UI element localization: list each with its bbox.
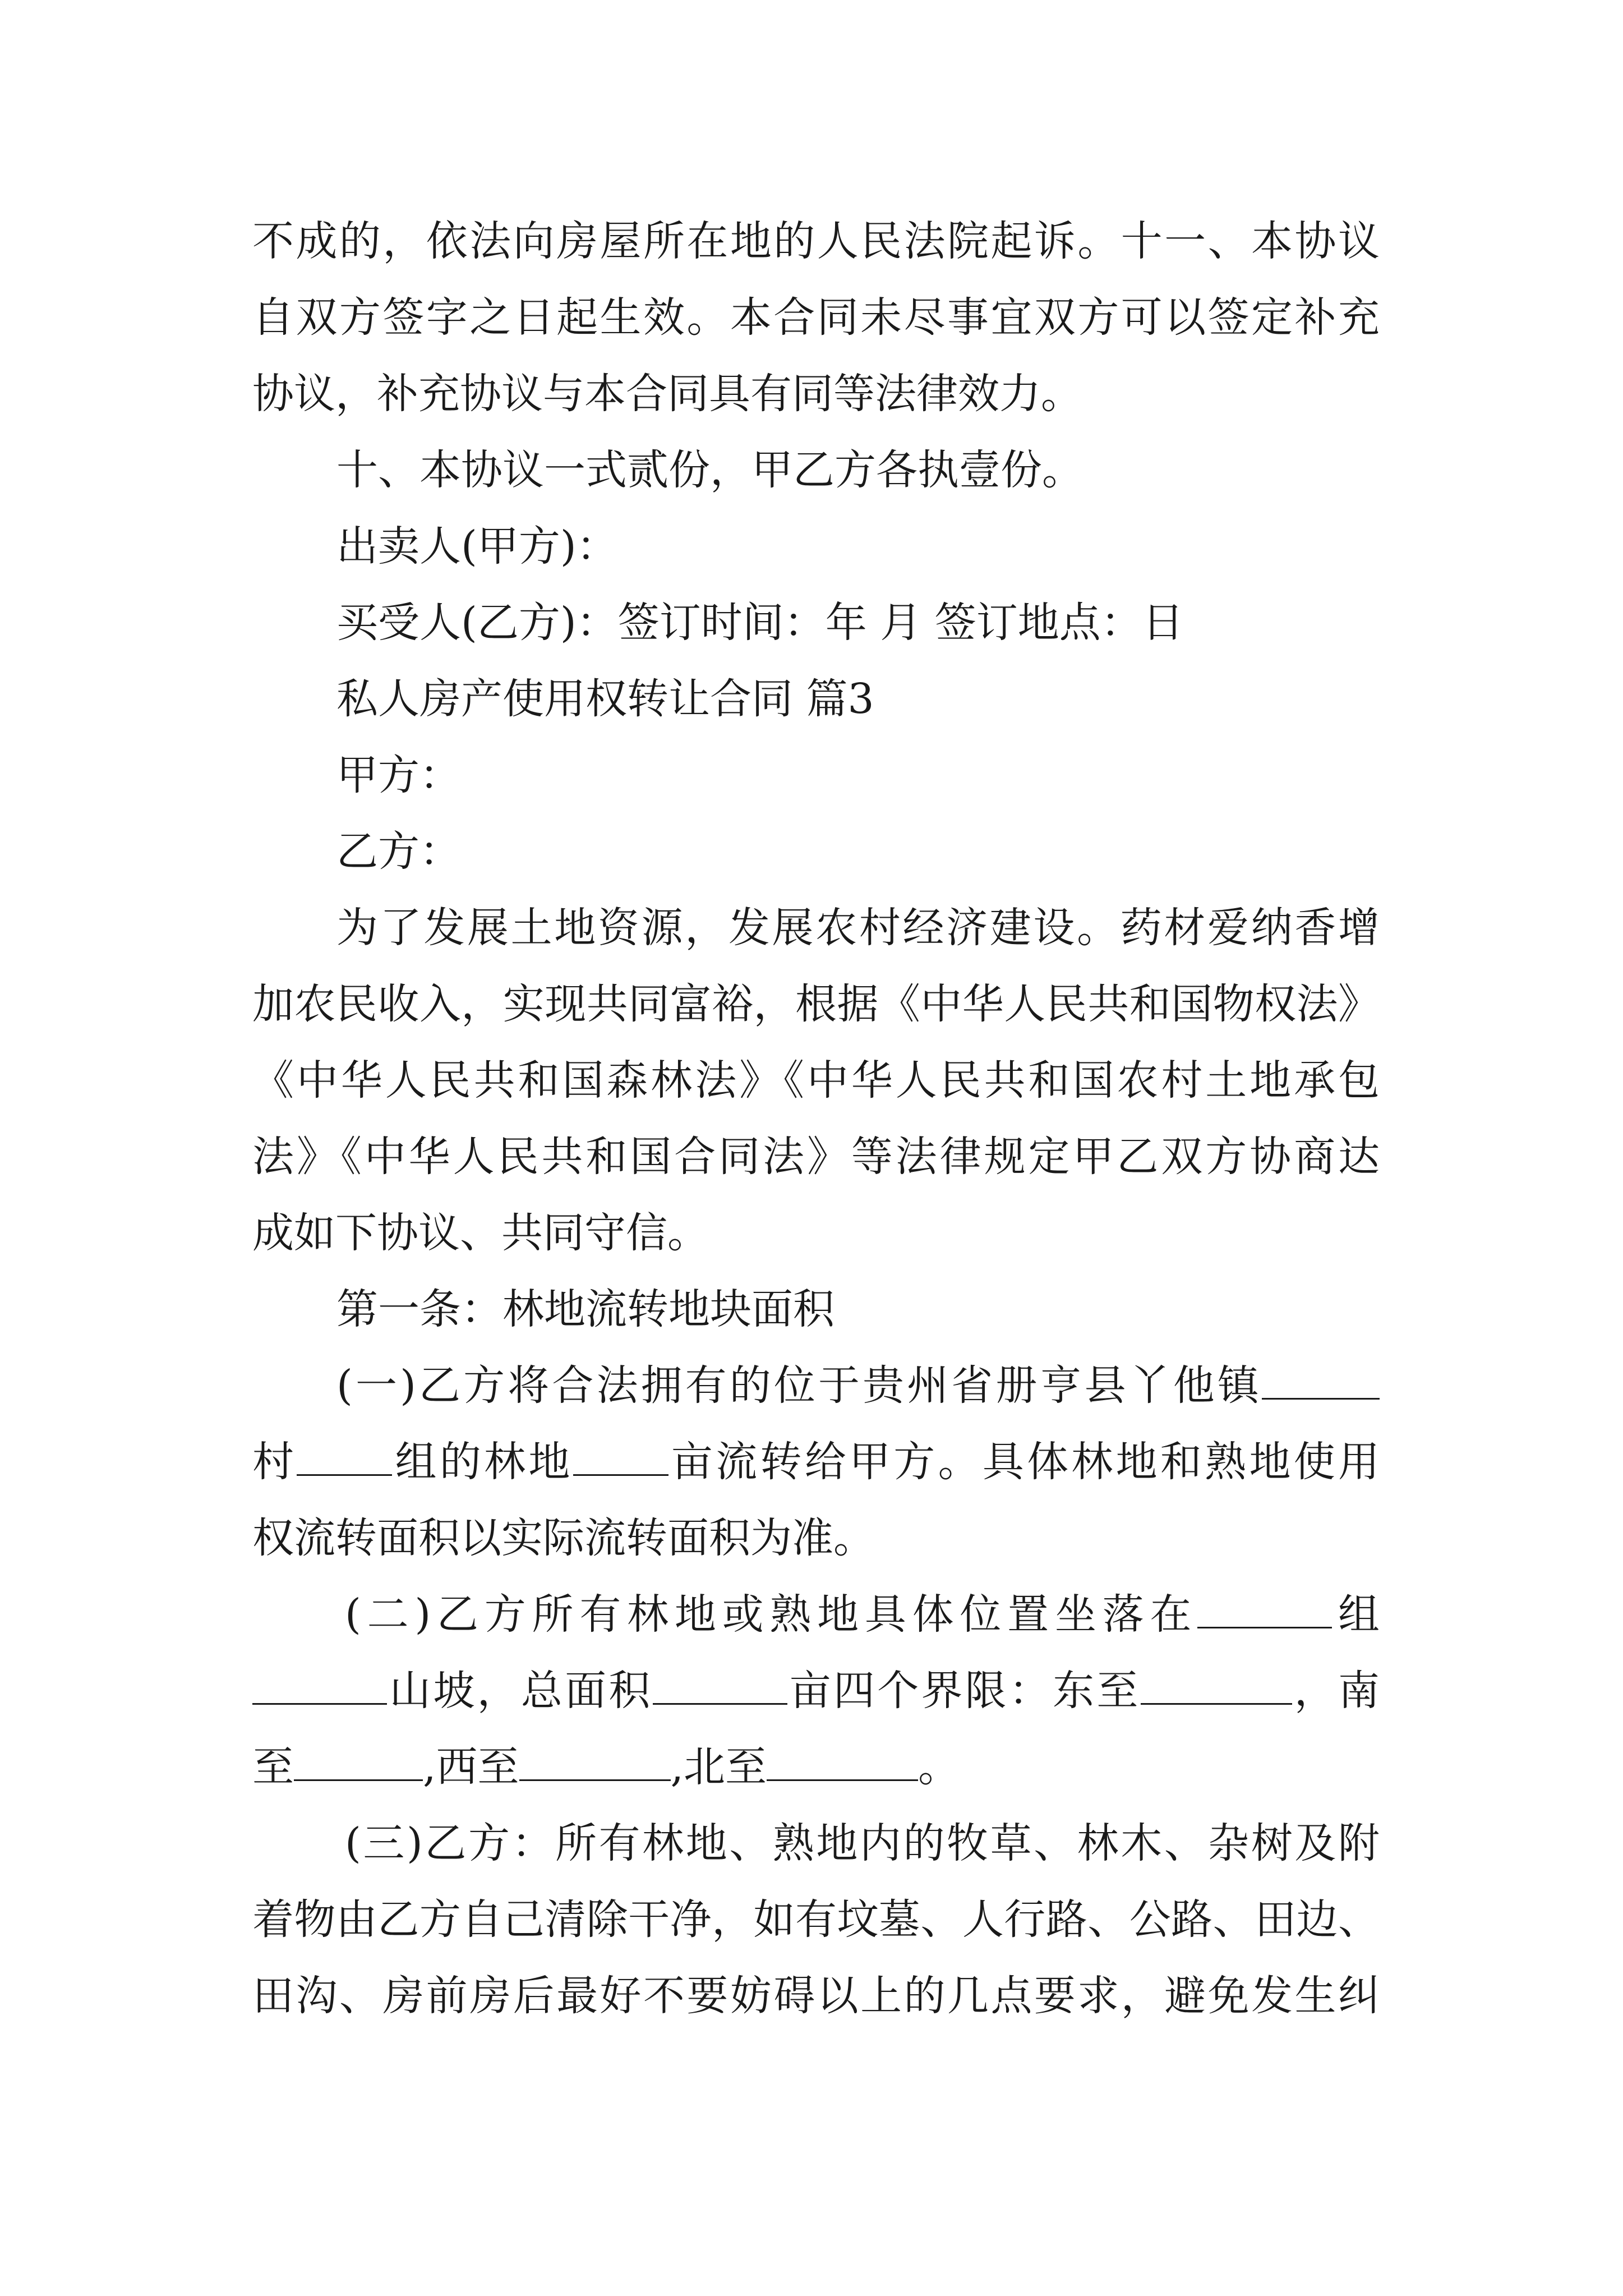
paragraph-line [252,1653,1380,1729]
text-segment: ,北至 [670,1743,767,1791]
fill-in-blank[interactable] [1262,1359,1380,1400]
buyer-label: 买受人(乙方)：签订时间：年 月 签订地点：日 [336,599,1184,647]
paragraph-line: (三)乙方：所有林地、熟地内的牧草、林木、杂树及附 [345,1819,1380,1867]
paragraph-line: 协议，补充协议与本合同具有同等法律效力。 [252,370,1082,418]
paragraph-line: 田沟、房前房后最好不要妨碍以上的几点要求，避免发生纠 [252,1972,1380,2020]
fill-in-blank[interactable] [294,1740,423,1781]
paragraph-line [252,1424,1380,1500]
paragraph-line: 着物由乙方自己清除干净，如有坟墓、人行路、公路、田边、 [252,1895,1380,1944]
text-segment: (二)乙方所有林地或熟地具体位置坐落在 [345,1590,1198,1639]
party-b-label: 乙方： [336,827,461,876]
text-segment: 组的林地 [392,1438,573,1486]
paragraph-line: 加农民收入，实现共同富裕，根据《中华人民共和国物权法》 [252,980,1380,1028]
paragraph-line: 不成的，依法向房屋所在地的人民法院起诉。十一、本协议 [252,217,1380,265]
text-segment: 村 [252,1438,297,1486]
paragraph-line: 法》《中华人民共和国合同法》等法律规定甲乙双方协商达 [252,1133,1380,1181]
fill-in-blank[interactable] [1197,1588,1332,1628]
text-segment: ，南 [1292,1667,1380,1715]
section-heading: 私人房产使用权转让合同 篇3 [336,675,874,723]
fill-in-blank[interactable] [653,1664,787,1705]
paragraph-line [252,1347,1380,1424]
seller-label: 出卖人(甲方)： [336,522,618,570]
paragraph-line [252,1729,1380,1805]
text-segment: ,西至 [423,1743,519,1791]
text-segment: (一)乙方将合法拥有的位于贵州省册亨县丫他镇 [336,1361,1262,1410]
party-a-label: 甲方： [336,751,461,799]
article-heading: 第一条：林地流转地块面积 [336,1285,834,1333]
paragraph-line: 成如下协议、共同守信。 [252,1209,709,1257]
paragraph-line [252,1576,1380,1653]
text-segment: 。 [918,1743,960,1791]
clause-line: 十、本协议一式贰份，甲乙方各执壹份。 [336,446,1083,494]
text-segment: 亩流转给甲方。具体林地和熟地使用 [668,1438,1380,1486]
text-segment: 亩四个界限：东至 [787,1667,1141,1715]
paragraph-line: 为了发展土地资源，发展农村经济建设。药材爱纳香增 [336,904,1380,952]
text-segment: 至 [252,1743,294,1791]
fill-in-blank[interactable] [252,1664,387,1705]
fill-in-blank[interactable] [297,1435,392,1476]
text-segment: 组 [1332,1590,1380,1639]
fill-in-blank[interactable] [1141,1664,1292,1705]
paragraph-line: 《中华人民共和国森林法》《中华人民共和国农村土地承包 [252,1056,1380,1105]
text-segment: 山坡，总面积 [387,1667,653,1715]
fill-in-blank[interactable] [519,1740,671,1781]
fill-in-blank[interactable] [767,1740,918,1781]
document-body [252,203,1380,2034]
fill-in-blank[interactable] [573,1435,668,1476]
paragraph-line: 自双方签字之日起生效。本合同未尽事宜双方可以签定补充 [252,293,1380,342]
paragraph-line: 权流转面积以实际流转面积为准。 [252,1514,875,1562]
